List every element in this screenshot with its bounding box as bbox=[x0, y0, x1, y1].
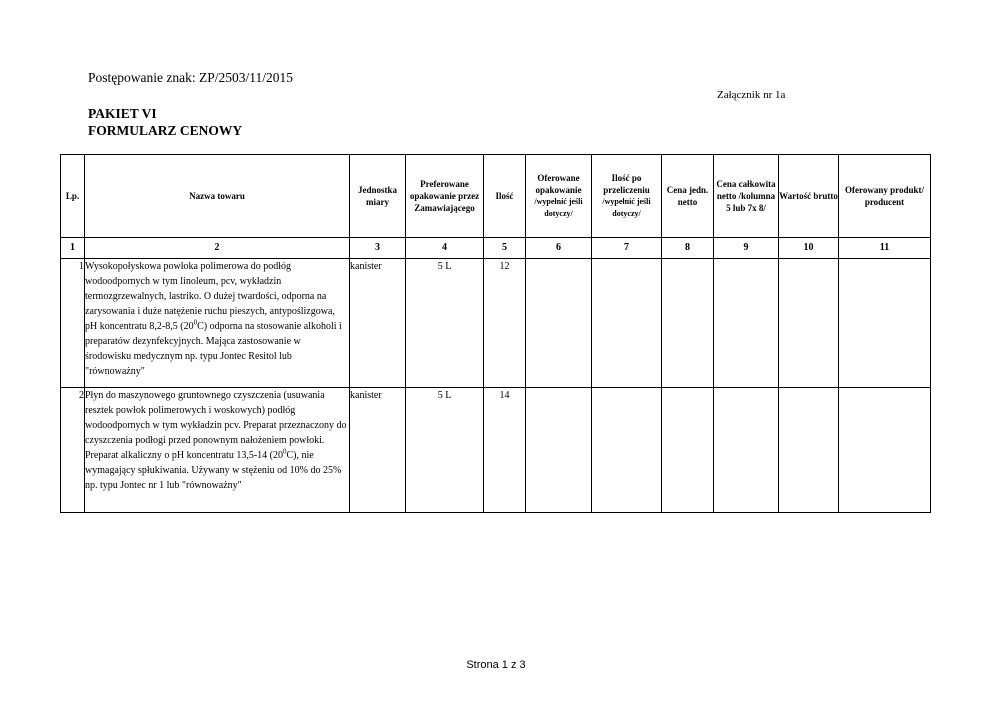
gross-value-cell[interactable] bbox=[779, 259, 839, 388]
offered-product-cell[interactable] bbox=[839, 388, 931, 513]
product-description-text: Płyn do maszynowego gruntownego czyszczenia (usuwania resztek powłok polimerowych i woskowych) podłóg wodoodpornych w tym wykładzin pcv. Preparat przeznaczony do czyszczenia podłogi przed ponownym nałożeniem powłoki. Preparat alkaliczny o pH koncentratu 13,5-14 (20 bbox=[85, 390, 347, 461]
case-reference: Postępowanie znak: ZP/2503/11/2015 bbox=[88, 70, 293, 85]
column-number-row bbox=[61, 238, 931, 259]
column-number: 8 bbox=[662, 238, 714, 259]
column-number: 1 bbox=[61, 238, 85, 259]
degree-superscript: 0 bbox=[193, 318, 198, 327]
column-number: 10 bbox=[779, 238, 839, 259]
table-row bbox=[61, 259, 931, 388]
quantity: 14 bbox=[484, 388, 526, 513]
row-lp: 1 bbox=[61, 259, 85, 388]
gross-value-cell[interactable] bbox=[779, 388, 839, 513]
col-header-product-name: Nazwa towaru bbox=[85, 155, 350, 238]
total-net-price-cell[interactable] bbox=[714, 259, 779, 388]
column-number: 4 bbox=[406, 238, 484, 259]
product-description bbox=[85, 388, 350, 513]
col-header-unit: Jednostka miary bbox=[350, 155, 406, 238]
col-header-offered-packaging bbox=[526, 155, 592, 238]
product-description-text: C), nie wymagający spłukiwania. Używany w stężeniu od 10% do 25% np. typu Jontec nr 1 lub "równoważny" bbox=[85, 450, 342, 491]
unit-price-cell[interactable] bbox=[662, 388, 714, 513]
product-description bbox=[85, 259, 350, 388]
col-header-offered-product: Oferowany produkt/ producent bbox=[839, 155, 931, 238]
page-number: Strona 1 z 3 bbox=[466, 659, 526, 671]
col-header-total-net-price: Cena całkowita netto /kolumna 5 lub 7x 8/ bbox=[714, 155, 779, 238]
column-number: 3 bbox=[350, 238, 406, 259]
col-header-converted-quantity bbox=[592, 155, 662, 238]
col-header-gross-value: Wartość brutto bbox=[779, 155, 839, 238]
product-description-text: C) odporna na stosowanie alkoholi i preparatów dezynfekcyjnych. Mająca zastosowanie w środowisku medycznym np. typu Jontec Resitol lub "równoważny" bbox=[85, 321, 342, 377]
col-header-quantity: Ilość bbox=[484, 155, 526, 238]
converted-quantity-cell[interactable] bbox=[592, 388, 662, 513]
unit-of-measure: kanister bbox=[350, 259, 406, 388]
document-title bbox=[88, 105, 242, 139]
column-number: 11 bbox=[839, 238, 931, 259]
table-row bbox=[61, 388, 931, 513]
offered-product-cell[interactable] bbox=[839, 259, 931, 388]
degree-superscript: 0 bbox=[283, 447, 287, 456]
annex-label: Załącznik nr 1a bbox=[717, 89, 786, 101]
column-number: 7 bbox=[592, 238, 662, 259]
col-header-fill-if-applicable: /wypełnić jeśli dotyczy/ bbox=[534, 197, 583, 218]
table-header-row bbox=[61, 155, 931, 238]
quantity: 12 bbox=[484, 259, 526, 388]
col-header-unit-price: Cena jedn. netto bbox=[662, 155, 714, 238]
package-title: PAKIET VI bbox=[88, 106, 157, 121]
column-number: 6 bbox=[526, 238, 592, 259]
offered-packaging-cell[interactable] bbox=[526, 388, 592, 513]
offered-packaging-cell[interactable] bbox=[526, 259, 592, 388]
unit-of-measure: kanister bbox=[350, 388, 406, 513]
column-number: 2 bbox=[85, 238, 350, 259]
converted-quantity-cell[interactable] bbox=[592, 259, 662, 388]
unit-price-cell[interactable] bbox=[662, 259, 714, 388]
product-description-text: Wysokopołyskowa powłoka polimerowa do podłóg wodoodpornych w tym linoleum, pcv, wykładzin termozgrzewalnych, lastriko. O dużej twardości, odporna na zarysowania i duże natężenie ruchu pieszych, antypoślizgowa, pH koncentratu 8,2-8,5 (20 bbox=[85, 261, 335, 332]
preferred-packaging: 5 L bbox=[406, 388, 484, 513]
col-header-offered-packaging-label: Oferowane opakowanie bbox=[535, 173, 582, 195]
row-lp: 2 bbox=[61, 388, 85, 513]
col-header-converted-quantity-label: Ilość po przeliczeniu bbox=[603, 173, 650, 195]
col-header-preferred-packaging: Preferowane opakowanie przez Zamawiającego bbox=[406, 155, 484, 238]
col-header-fill-if-applicable: /wypełnić jeśli dotyczy/ bbox=[602, 197, 651, 218]
column-number: 5 bbox=[484, 238, 526, 259]
col-header-lp: Lp. bbox=[61, 155, 85, 238]
column-number: 9 bbox=[714, 238, 779, 259]
price-form-table bbox=[60, 154, 931, 513]
form-title: FORMULARZ CENOWY bbox=[88, 123, 243, 138]
total-net-price-cell[interactable] bbox=[714, 388, 779, 513]
preferred-packaging: 5 L bbox=[406, 259, 484, 388]
